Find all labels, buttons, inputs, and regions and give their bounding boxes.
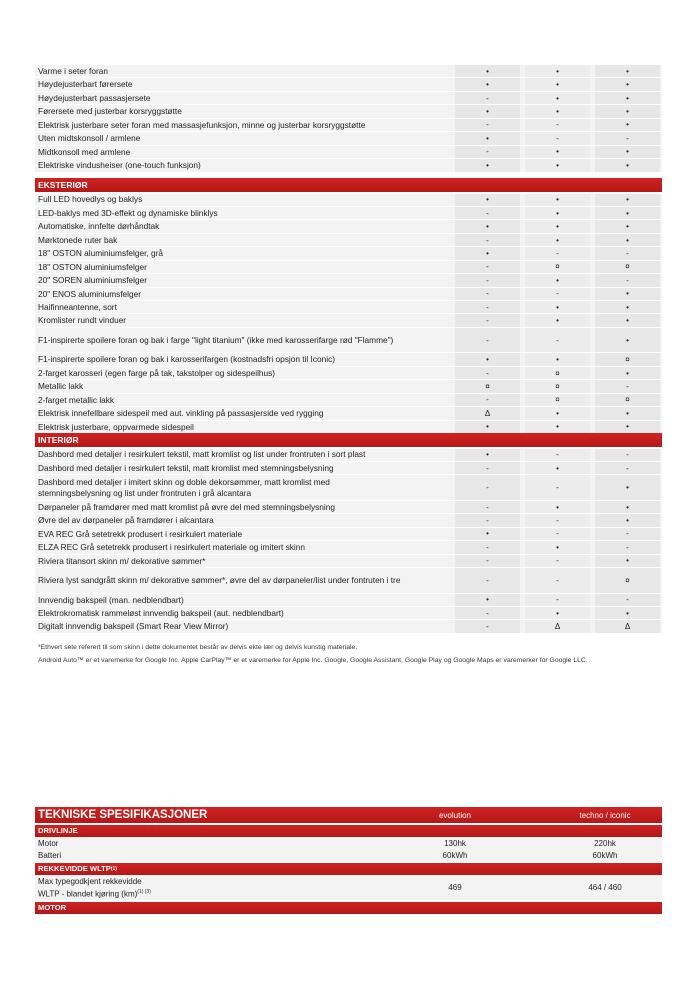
label-line: Max typegodkjent rekkevidde [38,876,142,886]
availability-cell: - [455,514,520,526]
availability-cell: ¤ [595,394,660,406]
availability-cell: • [455,78,520,90]
availability-cell: • [595,314,660,326]
availability-cell: • [595,328,660,353]
availability-cell: - [525,328,590,353]
feature-label: Elektrokromatisk rammeløst innvendig bakspeil (aut. nedblendbart) [38,607,284,618]
availability-cell: - [525,475,590,500]
availability-cell: - [525,119,590,131]
feature-label: Riviera lyst sandgrått skinn m/ dekorative sømmer*, øvre del av dørpaneler/list under fontruten i tre [38,575,401,586]
feature-label: EVA REC Grå setetrekk produsert i resirkulert materiale [38,528,243,539]
availability-cell: - [455,301,520,313]
availability-cell: - [525,514,590,526]
availability-cell: Δ [595,620,660,632]
availability-cell: • [595,501,660,513]
availability-cell: ¤ [525,394,590,406]
availability-cell: • [525,159,590,171]
availability-cell: - [455,119,520,131]
availability-cell: • [525,407,590,419]
availability-cell: • [595,65,660,77]
availability-cell: - [525,449,590,461]
availability-cell: - [455,394,520,406]
availability-cell: - [595,274,660,286]
label-line: WLTP - blandet kjøring (km) [38,889,138,899]
availability-cell: • [525,65,590,77]
availability-cell: - [595,132,660,144]
availability-cell: - [455,607,520,619]
feature-label: 2-farget metallic lakk [38,394,115,405]
feature-label: Dashbord med detaljer i resirkulert tekstil, matt kromlist med stemningsbelysning [38,462,334,473]
table-row [35,449,662,462]
seats-table [35,65,662,173]
availability-cell: - [525,247,590,259]
section-rekkevidde [35,863,662,876]
feature-label: Midtkonsoll med armlene [38,146,131,157]
availability-cell: Δ [525,620,590,632]
table-row [35,394,662,407]
spec-row-motor [35,837,662,849]
availability-cell: • [525,301,590,313]
column-techno-iconic: techno / iconic [579,810,631,820]
feature-label: Høydejusterbart passasjersete [38,92,151,103]
table-row [35,288,662,301]
availability-cell: - [455,568,520,593]
spec-row-range [35,875,662,900]
spec-value: 130hk [444,838,466,848]
feature-label: Metallic lakk [38,381,84,392]
availability-cell: - [455,328,520,353]
availability-cell: - [455,314,520,326]
table-row [35,475,662,501]
availability-cell: • [525,421,590,433]
availability-cell: - [595,541,660,553]
availability-cell: - [455,367,520,379]
feature-label: Elektrisk innefellbare sidespeil med aut. vinkling på passasjerside ved rygging [38,408,324,419]
table-row [35,105,662,118]
table-row [35,514,662,527]
availability-cell: • [455,528,520,540]
table-row [35,65,662,78]
availability-cell: • [525,194,590,206]
availability-cell: - [455,274,520,286]
spec-label: Motor [38,838,59,848]
spec-value: 464 / 460 [588,883,622,892]
availability-cell: - [455,261,520,273]
availability-cell: - [595,594,660,606]
availability-cell: - [455,555,520,567]
feature-label: Høydejusterbart førersete [38,79,133,90]
availability-cell: • [525,314,590,326]
table-row [35,247,662,260]
availability-cell: • [455,220,520,232]
feature-label: Automatiske, innfelte dørhåndtak [38,221,160,232]
feature-label: F1-inspirerte spoilere foran og bak i farge "light titanium" (ikke med karosserifarge rød "Flamme") [38,334,394,345]
table-row [35,159,662,172]
availability-cell: ¤ [595,568,660,593]
section-drivlinje: DRIVLINJE [35,825,662,838]
availability-cell: ¤ [525,380,590,392]
availability-cell: - [455,207,520,219]
availability-cell: - [455,462,520,474]
availability-cell: • [525,234,590,246]
section-header-exterior: EKSTERIØR [35,178,662,192]
availability-cell: - [595,449,660,461]
feature-label: Elektrisk justerbare, oppvarmede sidespeil [38,421,194,432]
feature-label: Varme i seter foran [38,65,108,76]
availability-cell: • [455,353,520,365]
interior-table [35,433,662,634]
availability-cell: • [595,92,660,104]
section-header-interior: INTERIØR [35,433,662,447]
feature-label: Øvre del av dørpaneler på framdører i alcantara [38,515,214,526]
availability-cell: • [595,194,660,206]
availability-cell: • [525,541,590,553]
availability-cell: • [595,119,660,131]
availability-cell: - [525,528,590,540]
availability-cell: • [595,301,660,313]
availability-cell: ¤ [595,261,660,273]
table-row [35,421,662,434]
availability-cell: - [525,594,590,606]
footnote-leather: *Ethvert sete referert til som skinn i dette dokumentet består av delvis ekte lær og delvis kunstig materiale. [38,644,358,651]
availability-cell: • [525,105,590,117]
spec-value: 60kWh [592,850,618,860]
spec-value: 469 [448,883,462,892]
feature-label: Riviera titansort skinn m/ dekorative sømmer* [38,555,206,566]
table-row [35,607,662,620]
availability-cell: • [455,65,520,77]
table-row [35,146,662,159]
feature-label: Mørktonede ruter bak [38,234,118,245]
availability-cell: • [595,514,660,526]
table-row [35,407,662,420]
availability-cell: • [525,274,590,286]
availability-cell: - [595,528,660,540]
table-row [35,220,662,233]
availability-cell: - [595,247,660,259]
feature-label: LED-baklys med 3D-effekt og dynamiske blinklys [38,207,218,218]
availability-cell: • [455,449,520,461]
section-title: REKKEVIDDE WLTP [38,864,111,874]
table-row [35,528,662,541]
tech-specs-table [35,807,662,914]
availability-cell: • [455,247,520,259]
table-row [35,207,662,220]
feature-label: F1-inspirerte spoilere foran og bak i karosserifargen (kostnadsfri opsjon til Iconic) [38,354,335,365]
table-row [35,261,662,274]
section-motor: MOTOR [35,902,662,915]
availability-cell: • [595,288,660,300]
availability-cell: • [525,607,590,619]
tech-specs-title: TEKNISKE SPESIFIKASJONER [38,809,208,821]
feature-label: Dashbord med detaljer i resirkulert tekstil, matt kromlist og list under frontruten i sort plast [38,449,366,460]
table-row [35,353,662,366]
availability-cell: • [595,421,660,433]
table-row [35,274,662,287]
availability-cell: ¤ [595,353,660,365]
availability-cell: • [525,78,590,90]
table-row [35,301,662,314]
table-row [35,462,662,475]
availability-cell: - [455,234,520,246]
availability-cell: • [525,207,590,219]
availability-cell: • [595,105,660,117]
tech-specs-header [35,807,662,823]
availability-cell: • [525,146,590,158]
table-row [35,119,662,132]
availability-cell: • [595,220,660,232]
feature-label: Kromlister rundt vinduer [38,315,127,326]
availability-cell: • [455,194,520,206]
availability-cell: - [595,380,660,392]
table-row [35,78,662,91]
availability-cell: • [455,132,520,144]
availability-cell: - [525,555,590,567]
feature-label: Dørpaneler på framdører med matt kromlist på øvre del med stemningsbelysning [38,501,335,512]
availability-cell: • [595,159,660,171]
feature-label: 20" ENOS aluminiumsfelger [38,288,142,299]
exterior-table [35,178,662,434]
table-row [35,380,662,393]
availability-cell: • [595,207,660,219]
availability-cell: - [455,92,520,104]
footnote-ref: (1) [110,865,117,872]
availability-cell: • [525,353,590,365]
availability-cell: • [595,607,660,619]
table-row [35,194,662,207]
availability-cell: • [525,501,590,513]
availability-cell: • [595,78,660,90]
spec-value: 60kWh [442,850,468,860]
availability-cell: • [525,462,590,474]
table-row [35,328,662,354]
availability-cell: ¤ [525,261,590,273]
availability-cell: - [455,541,520,553]
table-row [35,132,662,145]
availability-cell: - [455,501,520,513]
feature-label: ELZA REC Grå setetrekk produsert i resirkulert materiale og imitert skinn [38,542,305,553]
availability-cell: • [525,220,590,232]
availability-cell: Δ [455,407,520,419]
feature-label: 20" SOREN aluminiumsfelger [38,275,148,286]
spec-label: Batteri [38,850,62,860]
availability-cell: • [595,407,660,419]
table-row [35,92,662,105]
feature-label: Innvendig bakspeil (man. nedblendbart) [38,594,184,605]
availability-cell: - [525,568,590,593]
availability-cell: • [595,146,660,158]
availability-cell: ¤ [525,367,590,379]
table-row [35,541,662,554]
table-row [35,234,662,247]
feature-label: Haifinneantenne, sort [38,301,117,312]
availability-cell: • [455,421,520,433]
spec-label [35,876,151,900]
feature-label: Full LED hovedlys og baklys [38,194,143,205]
feature-label: 18" OSTON aluminiumsfelger, grå [38,248,163,259]
table-row [35,568,662,594]
availability-cell: ¤ [455,380,520,392]
feature-label: Elektriske vindusheiser (one-touch funksjon) [38,160,201,171]
table-row [35,314,662,327]
table-row [35,501,662,514]
availability-cell: • [595,367,660,379]
availability-cell: - [455,475,520,500]
feature-label: Digitalt innvendig bakspeil (Smart Rear View Mirror) [38,621,229,632]
availability-cell: • [455,159,520,171]
feature-label: 2-farget karosseri (egen farge på tak, takstolper og sidespeilhus) [38,367,276,378]
availability-cell: - [455,146,520,158]
table-row [35,594,662,607]
availability-cell: - [455,288,520,300]
availability-cell: • [595,475,660,500]
feature-label: Uten midtskonsoll / armlene [38,133,141,144]
availability-cell: - [525,288,590,300]
feature-label: 18" OSTON aluminiumsfelger [38,261,147,272]
availability-cell: - [595,462,660,474]
availability-cell: • [595,555,660,567]
availability-cell: • [525,92,590,104]
spec-row-batteri [35,849,662,861]
column-evolution: evolution [438,810,472,820]
feature-label: Førersete med justerbar korsryggstøtte [38,106,182,117]
availability-cell: • [455,105,520,117]
footnote-trademarks: Android Auto™ er et varemerke for Google Inc. Apple CarPlay™ er et varemerke for Apple Inc. Google, Google Assistant, Google Play og Google Maps er varemerker for Google LLC. [38,657,588,664]
footnote-ref: (1) (3) [137,888,151,895]
feature-label: Elektrisk justerbare seter foran med massasjefunksjon, minne og justerbar korsryggstøtte [38,119,366,130]
availability-cell: - [455,620,520,632]
availability-cell: - [525,132,590,144]
spec-value: 220hk [594,838,616,848]
feature-label: Dashbord med detaljer i imitert skinn og doble dekorsømmer, matt kromlist med stemningsbelysning og list under frontruten i grå alcantara [38,477,330,498]
table-row [35,555,662,568]
table-row [35,367,662,380]
availability-cell: • [595,234,660,246]
table-row [35,620,662,633]
availability-cell: • [455,594,520,606]
